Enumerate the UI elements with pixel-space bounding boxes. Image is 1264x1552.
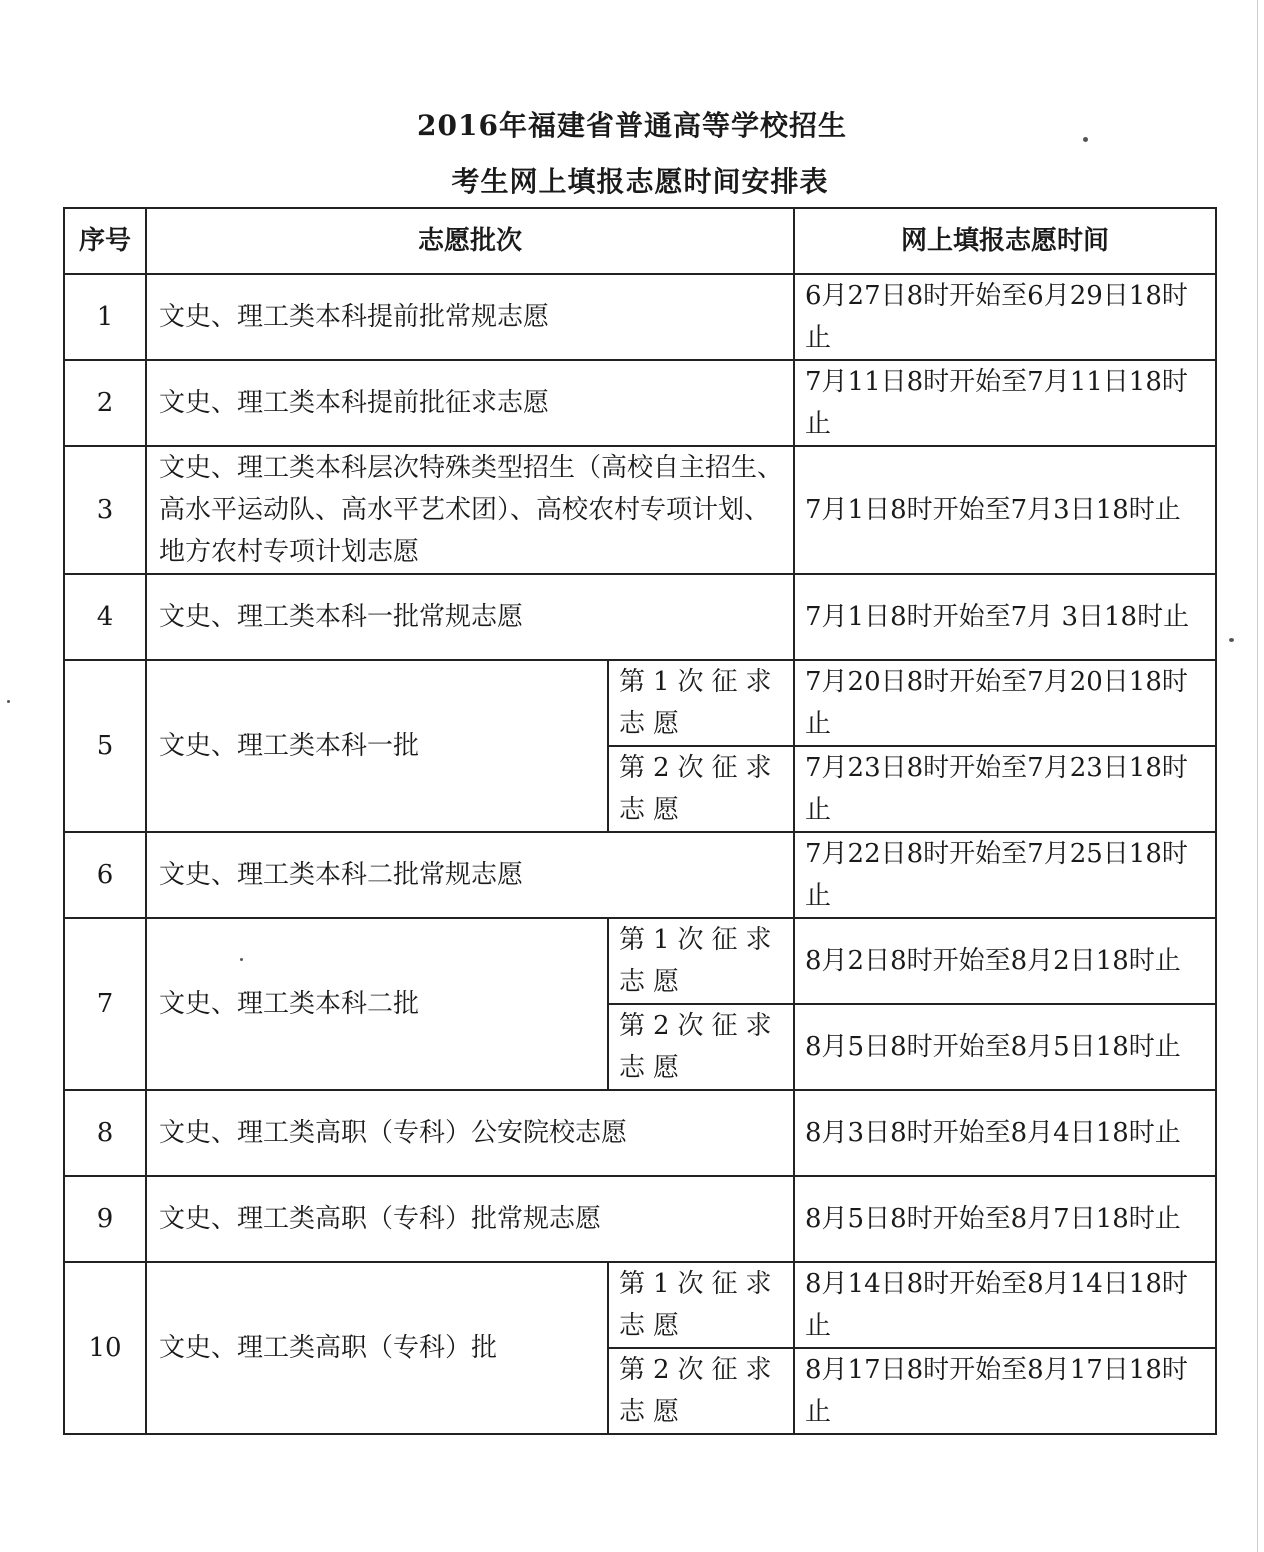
sub-batch-label: 第1次征求志愿 bbox=[608, 918, 794, 1004]
table-row bbox=[64, 574, 1216, 660]
row-time: 8月5日8时开始至8月5日18时止 bbox=[794, 1004, 1216, 1090]
header-batch: 志愿批次 bbox=[146, 208, 794, 274]
row-number: 6 bbox=[64, 832, 146, 918]
row-number: 4 bbox=[64, 574, 146, 660]
table-row bbox=[64, 660, 1216, 746]
scan-speck bbox=[1229, 638, 1234, 642]
sub-batch-label: 第2次征求志愿 bbox=[608, 746, 794, 832]
row-batch: 文史、理工类高职（专科）批 bbox=[146, 1262, 608, 1434]
row-time: 7月1日8时开始至7月3日18时止 bbox=[794, 446, 1216, 574]
table-row bbox=[64, 918, 1216, 1004]
table-row bbox=[64, 1090, 1216, 1176]
table-row bbox=[64, 446, 1216, 574]
row-batch: 文史、理工类高职（专科）公安院校志愿 bbox=[146, 1090, 794, 1176]
sub-batch-label: 第1次征求志愿 bbox=[608, 1262, 794, 1348]
table-row bbox=[64, 360, 1216, 446]
table-row bbox=[64, 274, 1216, 360]
schedule-table bbox=[63, 207, 1217, 1435]
row-batch: 文史、理工类高职（专科）批常规志愿 bbox=[146, 1176, 794, 1262]
row-batch: 文史、理工类本科二批常规志愿 bbox=[146, 832, 794, 918]
row-number: 3 bbox=[64, 446, 146, 574]
row-time: 8月14日8时开始至8月14日18时止 bbox=[794, 1262, 1216, 1348]
row-time: 7月1日8时开始至7月 3日18时止 bbox=[794, 574, 1216, 660]
row-number: 2 bbox=[64, 360, 146, 446]
row-time: 7月20日8时开始至7月20日18时止 bbox=[794, 660, 1216, 746]
row-time: 6月27日8时开始至6月29日18时止 bbox=[794, 274, 1216, 360]
row-time: 8月3日8时开始至8月4日18时止 bbox=[794, 1090, 1216, 1176]
row-number: 9 bbox=[64, 1176, 146, 1262]
table-row bbox=[64, 832, 1216, 918]
table-row bbox=[64, 1176, 1216, 1262]
row-number: 8 bbox=[64, 1090, 146, 1176]
table-row bbox=[64, 1262, 1216, 1348]
header-time: 网上填报志愿时间 bbox=[794, 208, 1216, 274]
scan-speck bbox=[7, 700, 10, 703]
row-time: 8月17日8时开始至8月17日18时止 bbox=[794, 1348, 1216, 1434]
row-number: 5 bbox=[64, 660, 146, 832]
row-batch: 文史、理工类本科一批 bbox=[146, 660, 608, 832]
row-batch: 文史、理工类本科提前批征求志愿 bbox=[146, 360, 794, 446]
scan-edge-line bbox=[1257, 0, 1258, 1552]
row-number: 1 bbox=[64, 274, 146, 360]
row-batch: 文史、理工类本科提前批常规志愿 bbox=[146, 274, 794, 360]
row-time: 8月5日8时开始至8月7日18时止 bbox=[794, 1176, 1216, 1262]
row-batch: 文史、理工类本科二批 bbox=[146, 918, 608, 1090]
header-no: 序号 bbox=[64, 208, 146, 274]
row-time: 7月11日8时开始至7月11日18时止 bbox=[794, 360, 1216, 446]
sub-batch-label: 第1次征求志愿 bbox=[608, 660, 794, 746]
row-time: 8月2日8时开始至8月2日18时止 bbox=[794, 918, 1216, 1004]
row-batch: 文史、理工类本科层次特殊类型招生（高校自主招生、高水平运动队、高水平艺术团）、高校农村专项计划、地方农村专项计划志愿 bbox=[146, 446, 794, 574]
document-title-line2: 考生网上填报志愿时间安排表 bbox=[451, 165, 829, 198]
document-title-line1: 2016年福建省普通高等学校招生 bbox=[417, 109, 847, 142]
table-header-row bbox=[64, 208, 1216, 274]
row-time: 7月22日8时开始至7月25日18时止 bbox=[794, 832, 1216, 918]
row-batch: 文史、理工类本科一批常规志愿 bbox=[146, 574, 794, 660]
row-time: 7月23日8时开始至7月23日18时止 bbox=[794, 746, 1216, 832]
sub-batch-label: 第2次征求志愿 bbox=[608, 1348, 794, 1434]
sub-batch-label: 第2次征求志愿 bbox=[608, 1004, 794, 1090]
row-number: 10 bbox=[64, 1262, 146, 1434]
row-number: 7 bbox=[64, 918, 146, 1090]
